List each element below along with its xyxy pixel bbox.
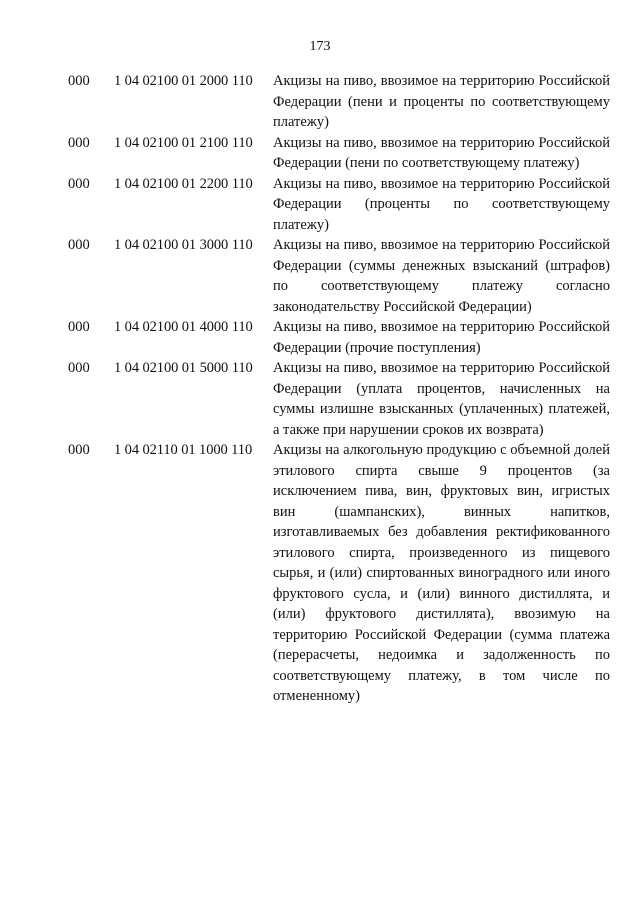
admin-code: 000 [68,319,90,335]
row-description: Акцизы на пиво, ввозимое на территорию Российской Федерации (уплата процентов, начисленных на суммы излишне взысканных (уплаченных) платежей, а также при нарушении сроков их возврата) [273,360,610,438]
admin-code: 000 [68,237,90,253]
admin-code: 000 [68,360,90,376]
row-description: Акцизы на пиво, ввозимое на территорию Российской Федерации (пени и проценты по соответствующему платежу) [273,73,610,130]
row-description: Акцизы на пиво, ввозимое на территорию Российской Федерации (прочие поступления) [273,319,610,356]
budget-classification-code: 1 04 02100 01 4000 110 [114,319,253,335]
table-row [0,440,640,707]
admin-code: 000 [68,175,90,192]
budget-classification-code: 1 04 02100 01 3000 110 [114,237,253,253]
budget-classification-code: 1 04 02100 01 2000 110 [114,73,253,89]
table-row [0,71,640,133]
table-row [0,133,640,174]
admin-code: 000 [68,73,90,89]
budget-classification-code: 1 04 02100 01 5000 110 [114,360,253,376]
budget-code-table [0,71,640,707]
admin-code: 000 [68,442,90,458]
page-number: 173 [309,39,331,54]
row-description: Акцизы на пиво, ввозимое на территорию Российской Федерации (суммы денежных взысканий (штрафов) по соответствующему платежу согласно законодательству Российской Федерации) [273,237,610,315]
row-description: Акцизы на пиво, ввозимое на территорию Российской Федерации (пени по соответствующему платежу) [273,134,610,171]
admin-code: 000 [68,134,90,151]
row-description: Акцизы на алкогольную продукцию с объемной долей этилового спирта свыше 9 процентов (за исключением пива, вин, фруктовых вин, игристых вин (шампанских), винных напитков, изготавливаемых без добавления ректификованного этилового спирта, произведенного из пищевого сырья, и (или) спиртованных виноградного или иного фруктового сусла, и (или) винного дистиллята, и (или) фруктового дистиллята), ввозимую на территорию Российской Федерации (сумма платежа (перерасчеты, недоимка и задолженность по соответствующему платежу, в том числе по отмененному) [273,442,610,704]
table-row [0,358,640,440]
table-row [0,235,640,317]
table-row [0,317,640,358]
row-description: Акцизы на пиво, ввозимое на территорию Российской Федерации (проценты по соответствующему платежу) [273,175,610,233]
budget-classification-code: 1 04 02110 01 1000 110 [114,442,253,458]
budget-classification-code: 1 04 02100 01 2100 110 [114,134,253,151]
table-row [0,174,640,236]
budget-classification-code: 1 04 02100 01 2200 110 [114,175,253,192]
